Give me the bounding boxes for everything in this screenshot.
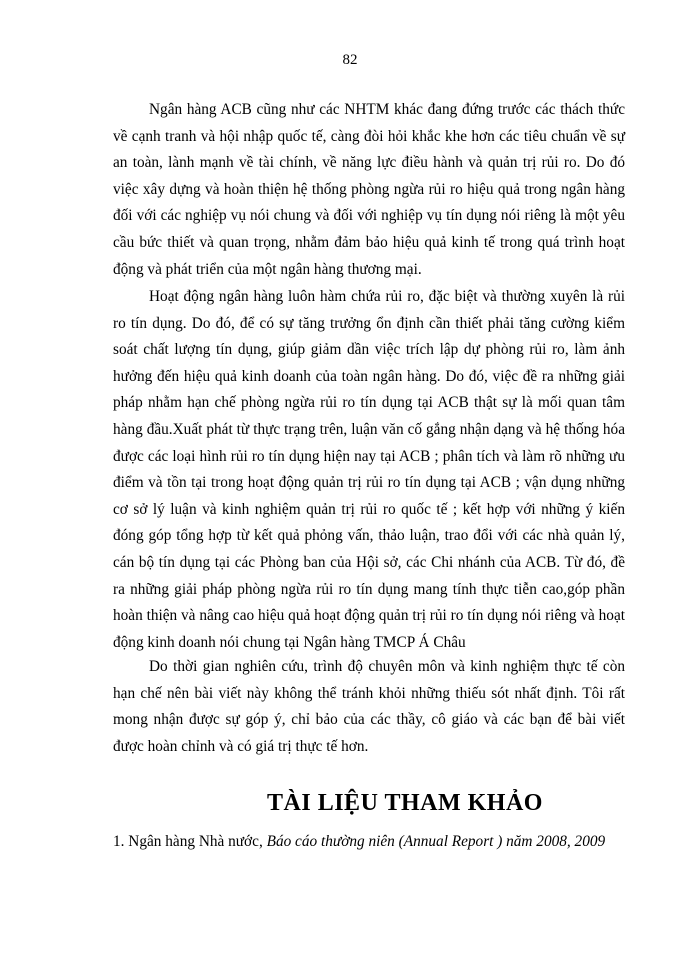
paragraph-2: Hoạt động ngân hàng luôn hàm chứa rủi ro, đặc biệt và thường xuyên là rủi ro tín dụng. Do đó, để có sự tăng trưởng ổn định cần thiết phải tăng cường kiểm soát chất lượng tín dụng, giúp giảm dần việc trích lập dự phòng rủi ro, làm ảnh hưởng đến hiệu quả kinh doanh của toàn ngân hàng. Do đó, việc đề ra những giải pháp nhằm hạn chế phòng ngừa rủi ro tín dụng tại ACB thật sự là mối quan tâm hàng đầu.Xuất phát từ thực trạng trên, luận văn cố gắng nhận dạng và hệ thống hóa được các loại hình rủi ro tín dụng hiện nay tại ACB ; phân tích và làm rõ những ưu điểm và tồn tại trong hoạt động quản trị rủi ro tín dụng tại ACB ; vận dụng những cơ sở lý luận và kinh nghiệm quản trị rủi ro quốc tế ; kết hợp với những ý kiến đóng góp tổng hợp từ kết quả phỏng vấn, thảo luận, trao đổi với các nhà quản lý, cán bộ tín dụng tại các Phòng ban của Hội sở, các Chi nhánh của ACB. Từ đó, đề ra những giải pháp phòng ngừa rủi ro tín dụng mang tính thực tiễn cao,góp phần hoàn thiện và nâng cao hiệu quả hoạt động quản trị rủi ro tín dụng nói riêng và hoạt động kinh doanh nói chung tại Ngân hàng TMCP Á Châu — [113, 288, 625, 651]
page-number: 82 — [342, 52, 358, 68]
references-heading: TÀI LIỆU THAM KHẢO — [267, 790, 543, 816]
reference-item — [113, 829, 653, 855]
paragraph-3: Do thời gian nghiên cứu, trình độ chuyên môn và kinh nghiệm thực tế còn hạn chế nên bài viết này không thể tránh khỏi những thiếu sót nhất định. Tôi rất mong nhận được sự góp ý, chỉ bảo của các thầy, cô giáo và các bạn để bài viết được hoàn chỉnh và có giá trị thực tế hơn. — [113, 658, 625, 755]
reference-source: 1. Ngân hàng Nhà nước, — [113, 833, 267, 850]
reference-title: Báo cáo thường niên (Annual Report ) năm 2008, 2009 — [266, 833, 606, 850]
paragraph-1: Ngân hàng ACB cũng như các NHTM khác đang đứng trước các thách thức về cạnh tranh và hội nhập quốc tế, càng đòi hỏi khắc khe hơn các tiêu chuẩn về sự an toàn, lành mạnh về tài chính, về năng lực điều hành và quản trị rủi ro. Do đó việc xây dựng và hoàn thiện hệ thống phòng ngừa rủi ro hiệu quả trong ngân hàng đối với các nghiệp vụ nói chung và đối với nghiệp vụ tín dụng nói riêng là một yêu cầu bức thiết và quan trọng, nhằm đảm bảo hiệu quả kinh tế trong quá trình hoạt động và phát triển của một ngân hàng thương mại. — [113, 101, 625, 278]
